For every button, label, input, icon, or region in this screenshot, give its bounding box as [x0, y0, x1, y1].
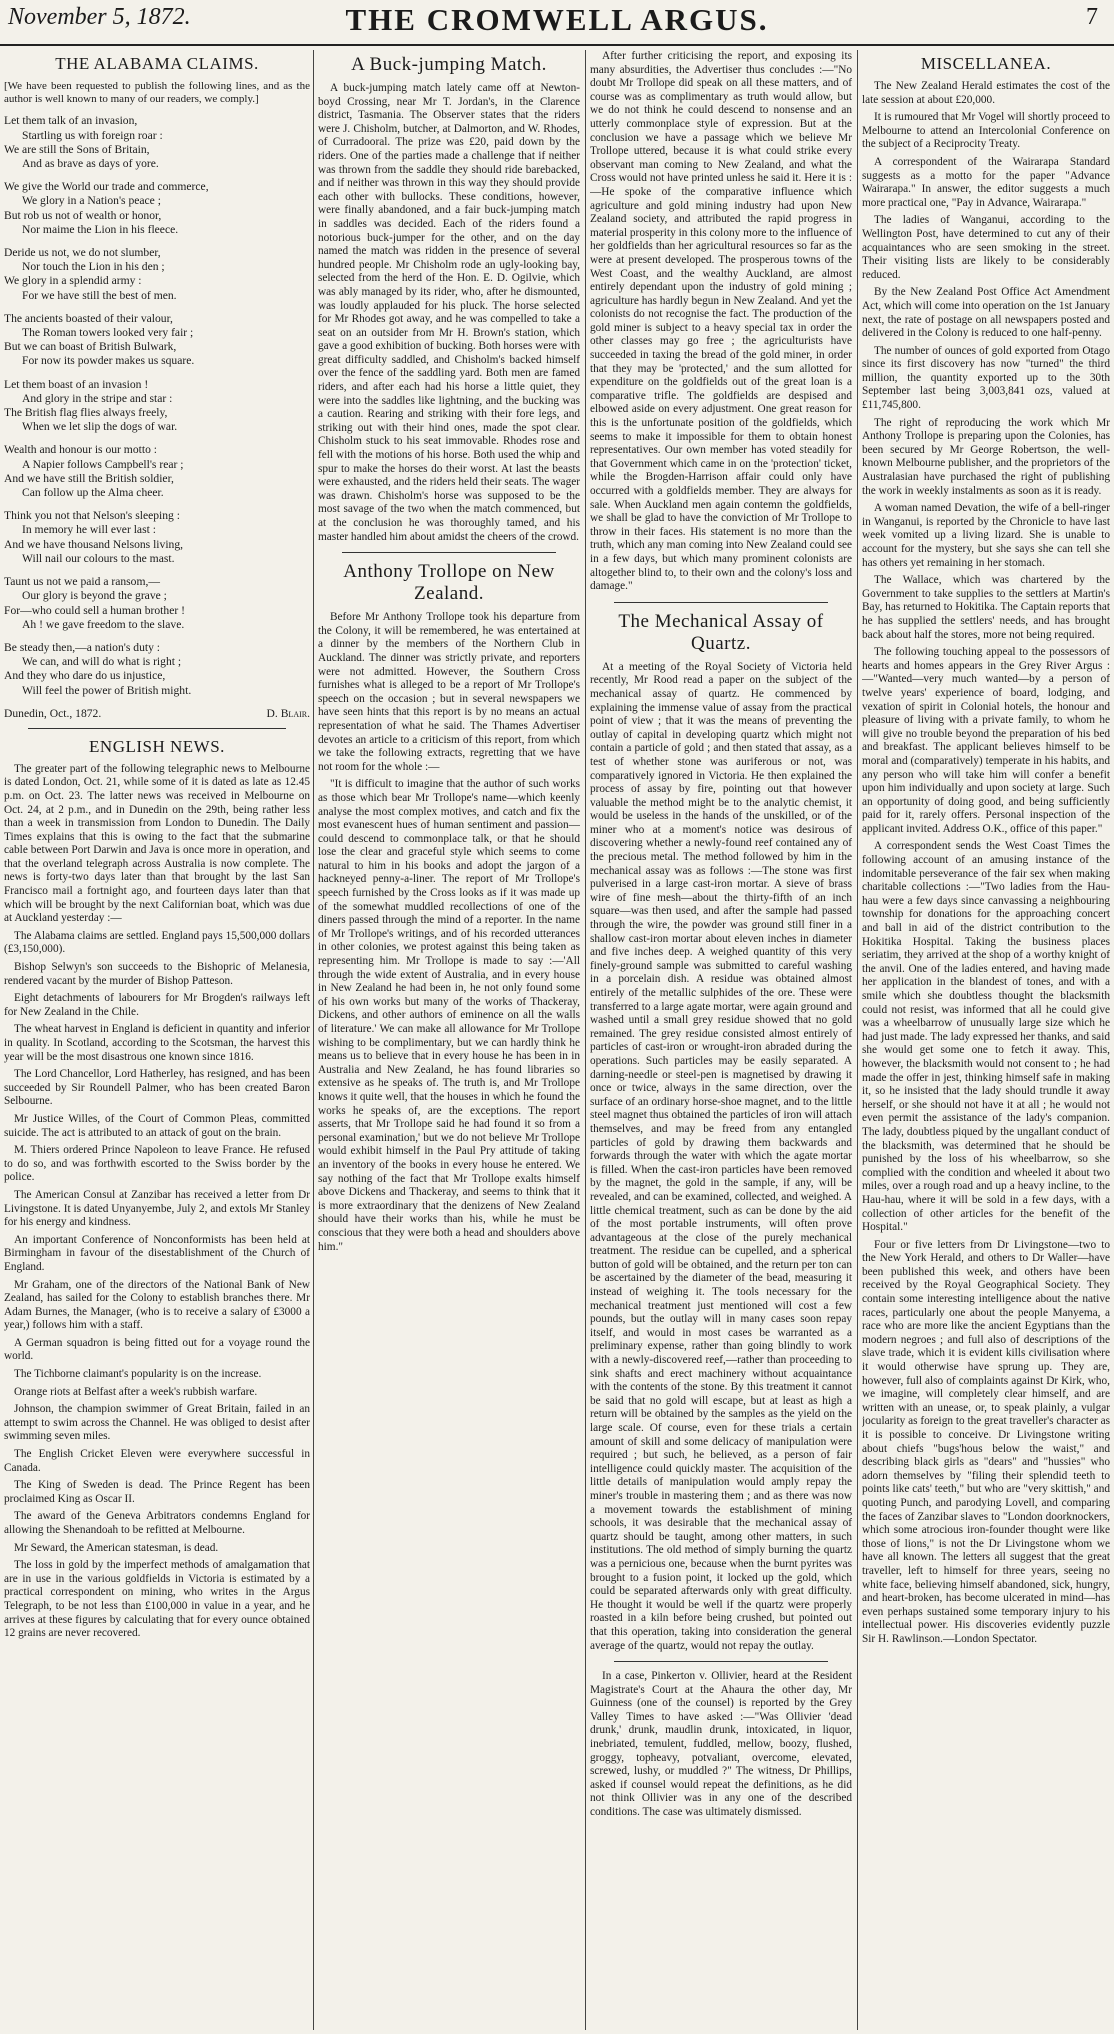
divider	[614, 1661, 828, 1662]
poem-line: We glory in a splendid army :	[4, 274, 142, 288]
poem-line: And glory in the stripe and star :	[22, 391, 173, 405]
paragraph: By the New Zealand Post Office Act Amendment Act, which will come into operation on the 1st January next, the rate of postage on all newspapers posted and delivered in the Colony is reduced to one half-penny.	[862, 286, 1110, 340]
quartz-article	[590, 611, 852, 1653]
paragraph: An important Conference of Nonconformists has been held at Birmingham in favour of the disestablishment of the Church of England.	[4, 1233, 310, 1273]
paragraph: Before Mr Anthony Trollope took his departure from the Colony, it will be remembered, he was entertained at a dinner by the members of the Northern Club in Auckland. The dinner was strictly private, and reporters were not admitted. However, the Southern Cross furnishes what is alleged to be a report of Mr Trollope's speech on the occasion ; but in several newspapers we have seen hints that this report is by no means an actual representation of what he said. The Thames Advertiser devotes an article to a criticism of this report, from which we take the following extracts, regretting that we have not room for the whole :—	[318, 611, 580, 773]
poem-line: But we can boast of British Bulwark,	[4, 340, 177, 354]
paragraph: The greater part of the following telegraphic news to Melbourne is dated London, Oct. 21, while some of it is dated as late as 12.45 p.m. on Oct. 23. The latter news was received in Melbourne on Oct. 24, at 2 p.m., and in Dunedin on the 29th, being rather less than a week in transmission from London to Dunedin. The Daily Times explains that this is owing to the fact that the submarine cable between Port Darwin and Java is once more in operation, and that the overland telegraph across Australia is now complete. The news is forty-two days later than that brought by the last San Francisco mail a fortnight ago, and fourteen days later than that which will be brought by the next Californian boat, which was due at Auckland yesterday :—	[4, 762, 310, 925]
column-4	[862, 50, 1110, 2030]
column-rule	[585, 50, 586, 2030]
poem-line: And we have still the British soldier,	[4, 471, 174, 485]
poem-stanza	[4, 509, 310, 566]
poem-line: For now its powder makes us square.	[22, 354, 195, 368]
poem-line: And we have thousand Nelsons living,	[4, 537, 184, 551]
poem-line: Be steady then,—a nation's duty :	[4, 640, 161, 654]
quartz-body	[590, 661, 852, 1653]
trollope-article	[318, 561, 580, 1254]
paragraph: Mr Graham, one of the directors of the National Bank of New Zealand, has sailed for the Colony to establish branches there. Mr Adam Burnes, the Manager, (who is to receive a salary of £3000 a year,) follows him with a staff.	[4, 1278, 310, 1332]
poem-line: For we have still the best of men.	[22, 288, 177, 302]
poem-line: Nor maime the Lion in his fleece.	[22, 222, 179, 236]
poem-line: We give the World our trade and commerce,	[4, 180, 209, 194]
divider	[342, 552, 556, 553]
paragraph: The English Cricket Eleven were everywhere successful in Canada.	[4, 1448, 310, 1474]
paragraph: Eight detachments of labourers for Mr Brogden's railways left for New Zealand in the Chile.	[4, 992, 310, 1018]
poem-line: Our glory is beyond the grave ;	[22, 589, 167, 603]
poem-line: Let them talk of an invasion,	[4, 114, 138, 128]
paragraph: Bishop Selwyn's son succeeds to the Bishopric of Melanesia, rendered vacant by the murder of Bishop Patteson.	[4, 961, 310, 987]
poem-line: And as brave as days of yore.	[22, 157, 159, 171]
miscellanea-body	[862, 80, 1110, 1647]
poem-line: For—who could sell a human brother !	[4, 603, 185, 617]
poem-line: Deride us not, we do not slumber,	[4, 246, 161, 260]
poem-stanza	[4, 114, 310, 171]
poem-line: We glory in a Nation's peace ;	[22, 194, 161, 208]
poem-line: Can follow up the Alma cheer.	[22, 486, 164, 500]
paragraph: The following touching appeal to the possessors of hearts and homes appears in the Grey River Argus :—"Wanted—very much wanted—by a person of twelve years' experience of board, lodging, and vexation of spirit in Colonial hotels, the honour and pleasure of living with a private family, to whom he will give no trouble beyond the preparation of his bed and breakfast. The applicant believes himself to be moral and (comparatively) temperate in his habits, and any person who will take him will confer a benefit upon him individually and upon society at large. Such an opportunity of doing good, and being sufficiently paid for it, rarely offers. Personal inspection of the applicant invited. Address O.K., office of this paper."	[862, 646, 1110, 835]
divider	[614, 602, 828, 603]
masthead	[0, 0, 1114, 46]
buck-jumping-article	[318, 54, 580, 544]
paragraph: The Lord Chancellor, Lord Hatherley, has resigned, and has been succeeded by Sir Roundell Palmer, who has been created Baron Selbourne.	[4, 1068, 310, 1108]
poem-place-date: Dunedin, Oct., 1872.	[4, 706, 102, 720]
paragraph: Four or five letters from Dr Livingstone—two to the New York Herald, and others to Dr Waller—have been published this week, and others have been received by the Royal Geographical Society. They contain some interesting intelligence about the native races, particularly one about the people Manyema, a race who are more like the ancient Egyptians than the modern negroes ; and full also of descriptions of the slave trade, which it is evident kills civilisation where it would otherwise have sprung up. They are, however, full also of complaints against Dr Kirk, who, we imagine, will completely clear himself, and are written with an unease, or, to speak plainly, a vulgar jocularity as foreign to the great traveller's character as it is possible to conceive. Dr Livingstone writing about chiefs "bugs'hous below the waist," and describing black girls as "dears" and "hussies" who adorn themselves by "filing their splendid teeth to points like cats' teeth," but who are "very skittish," and quoting Punch, and parodying Lovell, and comparing the faces of Zanzibar slaves to "London doorknockers, which some atrocious iron-founder thought were like those of lions," is not the Dr Livingstone whom we have all known. The letters all suggest that the great traveller, left to himself for three years, seeing no white face, believing himself abandoned, sick, hungry, and heart-broken, has become ulcerated in mind—has even perhaps sustained some temporary injury to his intellectual power. His discoveries evidently puzzle Sir H. Rawlinson.—London Spectator.	[862, 1238, 1110, 1645]
column-rule	[313, 50, 314, 2030]
poem-stanza	[4, 641, 310, 698]
paragraph: At a meeting of the Royal Society of Victoria held recently, Mr Rood read a paper on the subject of the mechanical assay of quartz. He commenced by explaining the immense value of assay from the practical point of view ; that it was the means of preventing the outlay of capital in developing quartz which might not contain a particle of gold ; and then stated that assay, as a test of whether stone was auriferous or not, was comparatively ignored in Victoria. He then explained the process of assay by fire, pointing out that however valuable the method might be to the analytic chemist, it would be useless in the hands of the unskilled, or of the miner who at a moment's notice was desirous of discovering whether a newly-found reef contained any of the precious metal. The method followed by him in the mechanical assay was as follows :—The stone was first pulverised in a large cast-iron mortar. A sieve of brass wire of fine mesh—about the thirty-fifth of an inch square—was then used, and after the sample had passed through the wire, the powder was ground still finer in a shallow cast-iron mortar about eleven inches in diameter and five inches deep. A weighed quantity of this very finely-ground sample was submitted to careful washing in a porcelain dish. A residue was obtained almost entirely of the metallic sulphides of the ore. These were transferred to a large agate mortar, were again ground and washed until a small grey residue showed that no gold remained. The grey residue consisted almost entirely of particles of cast-iron or wrought-iron abraded during the operations. Such particles may be easily separated. A darning-needle or steel-pen is magnetised by drawing it once or twice, always in the same direction, over the surface of an ordinary horse-shoe magnet, and to the little steel magnet thus obtained the particles of iron will attach themselves, and may be freed from any entangled particles of gold by drawing them backwards and forwards through the water with which the agate mortar is filled. When the cast-iron particles have been removed by the magnet, the gold in the sample, if any, will be revealed, and can be examined, collected, and weighed. A little chemical treatment, such as can be done by the aid of the most portable instruments, will often prove advantageous at the close of the purely mechanical treatment. The residue can be cupelled, and a spherical button of gold will be obtained, and the return per ton can be ascertained by the diameter of the bead, measuring it instead of weighing it. The tools necessary for the mechanical treatment just mentioned will cost a few pounds, but the outlay will in many cases soon repay itself, and would in most cases be warranted as a preliminary expense, rather than going blindly to work with a newly-discovered reef,—rather than proceeding to sink shafts and erect machinery without acquaintance with the contents of the stone. By this treatment it cannot be said that no gold will escape, but at least as high a return will be obtained by the samples as the yield on the large scale. Of course, even for these trials a certain amount of skill and some delicacy of manipulation were required ; but such, he believed, as a person of fair intelligence could quickly master. The acquisition of the little details of manipulation would amply repay the miner's trouble in mastering them ; and as there was now a movement towards the establishment of mining schools, it was desirable that the mechanical assay of quartz should be taught, among other matters, in such institutions. The old method of simply burning the quartz was a pernicious one, because when the burnt pyrites was brought to a fusion point, it locked up the gold, which could be separated afterwards only with great difficulty. He thought it would be well if the quartz were properly roasted in a kiln before being crushed, but pointed out that this operation, taking into consideration the general average of the quartz, would not repay the outlay.	[590, 660, 852, 1652]
paragraph: Orange riots at Belfast after a week's rubbish warfare.	[14, 1385, 258, 1398]
miscellanea-heading: MISCELLANEA.	[920, 54, 1052, 73]
english-news-heading: ENGLISH NEWS.	[89, 736, 225, 756]
paragraph: The wheat harvest in England is deficient in quantity and inferior in quality. In Scotland, according to the Scotsman, the harvest this year will be the most disastrous one known since 1816.	[4, 1023, 310, 1063]
column-rule	[857, 50, 858, 2030]
poem-stanza	[4, 443, 310, 500]
poem-line: Will nail our colours to the mast.	[22, 551, 175, 565]
poem-line: Nor touch the Lion in his den ;	[22, 260, 165, 274]
paragraph: A correspondent of the Wairarapa Standard suggests as a motto for the paper "Advance Wairarapa." In answer, the editor suggests a much more practical one, "Pay in Advance, Wairarapa."	[862, 155, 1110, 209]
poem-line: Taunt us not we paid a ransom,—	[4, 575, 160, 589]
buck-jumping-heading: A Buck-jumping Match.	[351, 54, 547, 75]
issue-date: November 5, 1872.	[8, 4, 191, 30]
paragraph: After further criticising the report, and exposing its many absurdities, the Advertiser thus concludes :—"No doubt Mr Trollope did speak on all these matters, and of course was as complimentary as truth would allow, but we do not think he could descend to nonsense and an utterly commonplace style of expression. But at the conclusion we have a passage which we believe Mr Trollope uttered, because it is what could strike every observant man coming to New Zealand, and what the Cross would not have printed unless he said it. Here it is :—He spoke of the comparative influence which agriculture and gold mining industry had upon New Zealand society, and attributed the rapid progress in material prosperity in this colony more to the influence of her goldfields than her agricultural resources so far as the were at present developed. The prosperous towns of the West Coast, and the wealthy Auckland, are almost entirely dependant upon the industry of gold mining ; agriculture has hardly begun in New Zealand. And yet the colonists do not recognise the fact. The production of the gold miner is subject to a heavy special tax in order the other classes may go free ; the agriculturists have succeeded in taxing the bread of the gold miner, in order that they may be 'protected,' and the sum allotted for expenditure on the goldfields out of the great loan is a comparative trifle. The goldfields are despised and elbowed aside on every adjustment. One great reason for this is the unfortunate position of the goldfields, which seems to make it impossible for them to obtain honest representatives. Our own member has voted steadily for that Government which came in on the 'protection' ticket, while the Brogden-Harrison affair could only have occurred with a goldfields member. They are always for sale. When Auckland men again contemn the goldfields, we shall be glad to have the conviction of Mr Trollope to throw in their faces. His statement is no more than the truth, which any man coming into New Zealand could see in a few days, but which many prominent colonists are altogether blind to, to their own and the colony's loss and damage."	[590, 50, 852, 593]
buck-jumping-body	[318, 82, 580, 544]
page-number: 7	[1086, 4, 1098, 30]
english-news-body	[4, 763, 310, 1641]
poem-stanza	[4, 378, 310, 435]
poem-line: Startling us with foreign roar :	[22, 128, 163, 142]
paragraph: "It is difficult to imagine that the author of such works as those which bear Mr Trollope's name—which keenly analyse the most complex motives, and catch and fix the most evanescent hues of human sentiment and passion—could descend to commonplace talk, or that he should lose the clear and graceful style which seems to come natural to him in his books and adopt the jargon of a hackneyed penny-a-liner. The report of Mr Trollope's speech furnished by the Cross looks as if it was made up of the somewhat muddled recollections of one of the diners passed through the mind of a reporter. In the name of Mr Trollope's writings, and of his recorded utterances in other colonies, we protest against this being taken as representing him. Mr Trollope is made to say :—'All through the wide extent of Australia, and in every house in New Zealand he had been in, he not only found some of his own works but many of the works of Thackeray, Dickens, and other authors of eminence on all the walls of literature.' We can make all allowance for Mr Trollope wishing to be complimentary, but we can hardly think he means us to believe that in every house he has been in in Australia and New Zealand, he has found libraries so extensive as he speaks of. The truth is, and Mr Trollope knows it quite well, that the houses in which he found the works he speaks of, are the exceptions. The report asserts, that Mr Trollope said he had found it so from a personal examination,' but we do not believe Mr Trollope would exhibit himself in the Paul Pry attitude of taking an inventory of the books in every house he entered. We say nothing of the fact that Mr Trollope exalts himself above Dickens and Thackeray, and seems to think that it is more extraordinary that the denizens of New Zealand should have their works than his, while he must be conscious that they were both a head and shoulders above him."	[318, 778, 580, 1253]
poem-line: In memory he will ever last :	[22, 523, 156, 537]
poem-line: We can, and will do what is right ;	[22, 655, 182, 669]
trollope-heading: Anthony Trollope on New Zealand.	[343, 561, 555, 605]
column-3	[590, 50, 852, 2030]
divider	[28, 728, 286, 729]
paragraph: The Alabama claims are settled. England pays 15,500,000 dollars (£3,150,000).	[4, 929, 310, 956]
paragraph: The Wallace, which was chartered by the Government to take supplies to the settlers at Martin's Bay, has returned to Hokitika. The Captain reports that he has supplied the settlers' needs, and has brought back about half the stores, more not being required.	[862, 574, 1110, 641]
alabama-heading: THE ALABAMA CLAIMS.	[55, 54, 259, 73]
paragraph: The ladies of Wanganui, according to the Wellington Post, have determined to cut any of their acquaintances who are seen smoking in the street. Their visiting lists are likely to be considerably reduced.	[862, 214, 1110, 281]
alabama-article	[4, 54, 310, 720]
poem-stanza	[4, 312, 310, 369]
paragraph: The New Zealand Herald estimates the cost of the late session at about £20,000.	[862, 80, 1110, 106]
quartz-heading: The Mechanical Assay of Quartz.	[618, 610, 824, 654]
paragraph: The King of Sweden is dead. The Prince Regent has been proclaimed King as Oscar II.	[4, 1479, 310, 1505]
poem-line: A Napier follows Campbell's rear ;	[22, 457, 184, 471]
paragraph: In a case, Pinkerton v. Ollivier, heard at the Resident Magistrate's Court at the Ahaura the other day, Mr Guinness (one of the counsel) is reported by the Grey Valley Times to have asked :—"Was Ollivier 'dead drunk,' drunk, maudlin drunk, intoxicated, in liquor, inebriated, temulent, fuddled, mellow, boozy, flushed, groggy, topheavy, potvaliant, overcome, elevated, screwed, lushy, or muddled ?" The witness, Dr Phillips, asked if counsel would repeat the definitions, as he did not think Ollivier was in any one of the described conditions. The case was ultimately dismissed.	[590, 1670, 852, 1819]
poem-line: And they who dare do us injustice,	[4, 669, 166, 683]
poem-line: When we let slip the dogs of war.	[22, 420, 178, 434]
editor-note: [We have been requested to publish the following lines, and as the author is well known to many of our readers, we comply.]	[4, 80, 310, 106]
poem-stanza	[4, 575, 310, 632]
poem-author: D. Blair.	[266, 706, 310, 720]
paragraph: A German squadron is being fitted out for a voyage round the world.	[4, 1336, 310, 1363]
poem-line: Let them boast of an invasion !	[4, 377, 149, 391]
paragraph: A buck-jumping match lately came off at Newton-boyd Crossing, near Mr T. Jordan's, in the Clarence district, Tasmania. The Observer states that the riders were J. Chisholm, butcher, at Dalmorton, and W. Rhodes, of Curradooral. The prize was £20, paid down by the riders. One of the parties made a challenge that if neither was thrown from the saddle they should ride barebacked, and if neither was thrown in this way they should provide each other with bullocks. These conditions, however, were finally abandoned, and a fair buck-jumping match in saddles was decided. Each of the riders found a notorious buck-jumper for the other, and on the day named the match was ridden in the presence of several hundred people. Mr Chisholm rode an ugly-looking bay, selected from the herd of the Hon. E. D. Ogilvie, which was ably managed by its rider, who, after he dismounted, was loudly applauded for his pluck. The horse selected for Mr Rhodes got away, and he was compelled to take a seat on an outsider from Mr H. Brown's station, which gave a good exhibition of bucking. Both horses were with great difficulty saddled, and Chisholm's backed himself over the fence of the saddling yard. Both men are famed riders, and after each had his horse a little quiet, they were into the saddles like lightning, and the bucking was a caution. Rearing and striking with their fore legs, and striking out with their hind ones, made the spot clear. Chisholm stuck to his seat immovable. Rhodes rose and fell with the motions of his horse. Both used the whip and spur to make the horses do their worst. At last the beasts were exhausted, and the riders held their seats. The wager was drawn. Chisholm's horse was supposed to be the most savage of the two when the match commenced, but at the conclusion he was thoroughly tamed, and his master handled him about amidst the cheers of the crowd.	[318, 82, 580, 543]
poem-line: Wealth and honour is our motto :	[4, 443, 157, 457]
poem-line: The ancients boasted of their valour,	[4, 311, 173, 325]
paragraph: Mr Seward, the American statesman, is dead.	[14, 1541, 219, 1554]
court-case-item	[590, 1670, 852, 1820]
poem	[4, 114, 310, 697]
paragraph: The number of ounces of gold exported from Otago since its first discovery has now "turned" the third million, the quantity exported up to the 30th September last being 3,003,841 ozs, valued at £11,745,800.	[862, 344, 1110, 412]
poem-stanza	[4, 246, 310, 303]
poem-line: The Roman towers looked very fair ;	[22, 326, 194, 340]
paragraph: Johnson, the champion swimmer of Great Britain, failed in an attempt to swim across the Channel. He was obliged to desist after swimming seven miles.	[4, 1403, 310, 1443]
english-news-article	[4, 737, 310, 1641]
paragraph: A correspondent sends the West Coast Times the following account of an amusing instance of the indomitable perseverance of the fair sex when making charitable collections :—"Two ladies from the Hau-hau were a few days since canvassing a neighbouring township for donations for the approaching concert and ball in aid of the district contribution to the Hokitika Hospital. Taking the business places seriatim, they arrived at the shop of a worthy knight of the anvil. One of the ladies entered, and having made her application in the blandest of tones, and with a smile which she doubtless thought the blacksmith could not resist, was informed that all he could give was a wheelbarrow of unusually large size which he had just made. The lady expressed her thanks, and said she would get some one to fetch it away. This, however, the blacksmith would not consent to ; he had made the offer in jest, thinking himself safe in making it, so he insisted that the lady should trundle it away herself, or she should not have it at all ; he would not even permit the assistance of the lady's companion. The lady, doubtless piqued by the ungallant conduct of the blacksmith, was determined that he should be punished by the loss of his wheelbarrow, so she complied with the condition and wheeled it about two miles, over a rough road and up a heavy incline, to the Hau-hau, where it will be sold in a few days, with a collection of other articles for the benefit of the Hospital."	[862, 840, 1110, 1234]
paragraph: The American Consul at Zanzibar has received a letter from Dr Livingstone. It is dated Unyanyembe, July 2, and extols Mr Stanley for his energy and kindness.	[4, 1188, 310, 1229]
trollope-continued	[590, 50, 852, 594]
paragraph: Mr Justice Willes, of the Court of Common Pleas, committed suicide. The act is attributed to an attack of gout on the brain.	[4, 1112, 310, 1139]
poem-line: Think you not that Nelson's sleeping :	[4, 509, 180, 523]
paragraph: The Tichborne claimant's popularity is on the increase.	[14, 1368, 262, 1381]
trollope-body	[318, 611, 580, 1254]
poem-signature	[4, 707, 310, 720]
newspaper-title: THE CROMWELL ARGUS.	[345, 2, 769, 37]
poem-line: We are still the Sons of Britain,	[4, 142, 150, 156]
poem-line: Will feel the power of British might.	[22, 683, 192, 697]
paragraph: A woman named Devation, the wife of a bell-ringer in Wanganui, is reported by the Chronicle to have last week vomited up a living lizard. She is unable to account for the mystery, but she says she can tell she has others yet remaining in her stomach.	[862, 502, 1110, 569]
column-2	[318, 50, 580, 2030]
poem-line: The British flag flies always freely,	[4, 406, 168, 420]
paragraph: The award of the Geneva Arbitrators condemns England for allowing the Shenandoah to be refitted at Melbourne.	[4, 1510, 310, 1536]
poem-stanza	[4, 180, 310, 237]
paragraph: The loss in gold by the imperfect methods of amalgamation that are in use in the various goldfields in Victoria is estimated by a practical correspondent on mining, who writes in the Argus Telegraph, to be not less than £100,000 in value in a year, and he arrives at these figures by calculating that for every ounce obtained 12 grains are never recovered.	[4, 1559, 310, 1640]
poem-line: Ah ! we gave freedom to the slave.	[22, 617, 185, 631]
paragraph: M. Thiers ordered Prince Napoleon to leave France. He refused to do so, and was forthwith escorted to the Swiss border by the police.	[4, 1144, 310, 1184]
poem-line: But rob us not of wealth or honor,	[4, 208, 162, 222]
paragraph: The right of reproducing the work which Mr Anthony Trollope is preparing upon the Colonies, has been secured by Mr George Robertson, the well-known Melbourne publisher, and the proprietors of the Australasian have purchased the right of publishing the work in weekly instalments as soon as it is ready.	[862, 416, 1110, 497]
paragraph: It is rumoured that Mr Vogel will shortly proceed to Melbourne to attend an Intercolonial Conference on the subject of a Reciprocity Treaty.	[862, 111, 1110, 151]
column-1	[4, 50, 310, 2030]
